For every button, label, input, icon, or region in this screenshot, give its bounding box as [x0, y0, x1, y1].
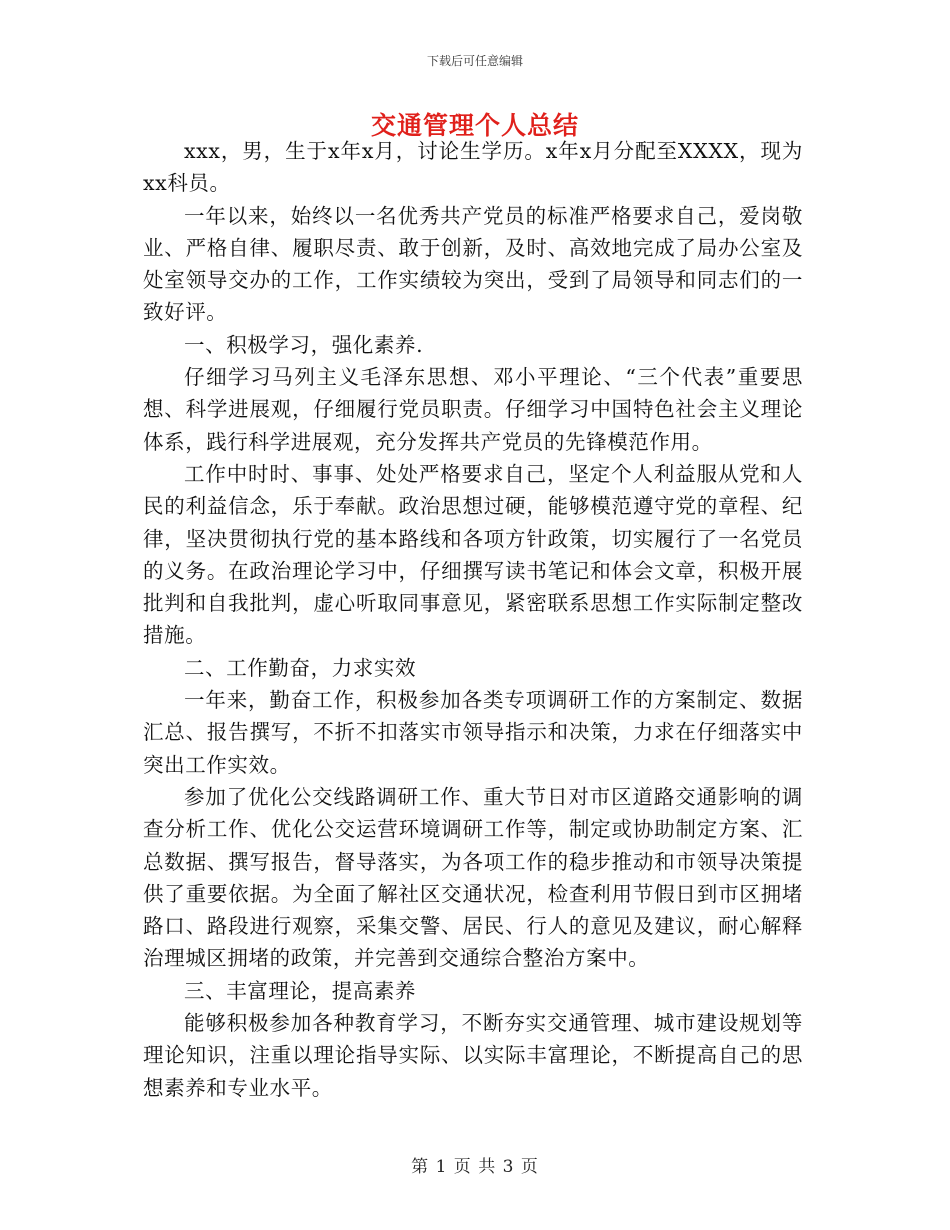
- section-heading-3: 三、丰富理论，提高素养: [184, 978, 417, 1003]
- section-heading-1: 一、积极学习，强化素养.: [184, 332, 424, 357]
- page-number: 第 1 页 共 3 页: [411, 1157, 539, 1177]
- paragraph-theory: 能够积极参加各种教育学习，不断夯实交通管理、城市建设规划等理论知识，注重以理论指导实际、以实际丰富理论，不断提高自己的思想素养和专业水平。: [143, 1011, 803, 1100]
- paragraph-study: 仔细学习马列主义毛泽东思想、邓小平理论、“三个代表”重要思想、科学进展观，仔细履行党员职责。仔细学习中国特色社会主义理论体系，践行科学进展观，充分发挥共产党员的先锋模范作用。: [143, 365, 803, 454]
- paragraph-work: 一年来，勤奋工作，积极参加各类专项调研工作的方案制定、数据汇总、报告撰写，不折不扣落实市领导指示和决策，力求在仔细落实中突出工作实效。: [143, 688, 803, 777]
- paragraph-intro: xxx，男，生于x年x月，讨论生学历。x年x月分配至XXXX，现为xx科员。: [143, 139, 803, 196]
- paragraph-research: 参加了优化公交线路调研工作、重大节日对市区道路交通影响的调查分析工作、优化公交运营环境调研工作等，制定或协助制定方案、汇总数据、撰写报告，督导落实，为各项工作的稳步推动和市领导决策提供了重要依据。为全面了解社区交通状况，检查利用节假日到市区拥堵路口、路段进行观察，采集交警、居民、行人的意见及建议，耐心解释治理城区拥堵的政策，并完善到交通综合整治方案中。: [143, 784, 803, 971]
- paragraph-summary: 一年以来，始终以一名优秀共产党员的标准严格要求自己，爱岗敬业、严格自律、履职尽责、敢于创新，及时、高效地完成了局办公室及处室领导交办的工作，工作实绩较为突出，受到了局领导和同志们的一致好评。: [143, 203, 803, 325]
- document-body: [143, 135, 803, 1104]
- header-note: 下载后可任意编辑: [426, 54, 523, 68]
- document-title: 交通管理个人总结: [370, 111, 579, 140]
- paragraph-discipline: 工作中时时、事事、处处严格要求自己，坚定个人利益服从党和人民的利益信念，乐于奉献。政治思想过硬，能够模范遵守党的章程、纪律，坚决贯彻执行党的基本路线和各项方针政策，切实履行了一名党员的义务。在政治理论学习中，仔细撰写读书笔记和体会文章，积极开展批判和自我批判，虚心听取同事意见，紧密联系思想工作实际制定整改措施。: [143, 461, 803, 648]
- section-heading-2: 二、工作勤奋，力求实效: [184, 655, 417, 680]
